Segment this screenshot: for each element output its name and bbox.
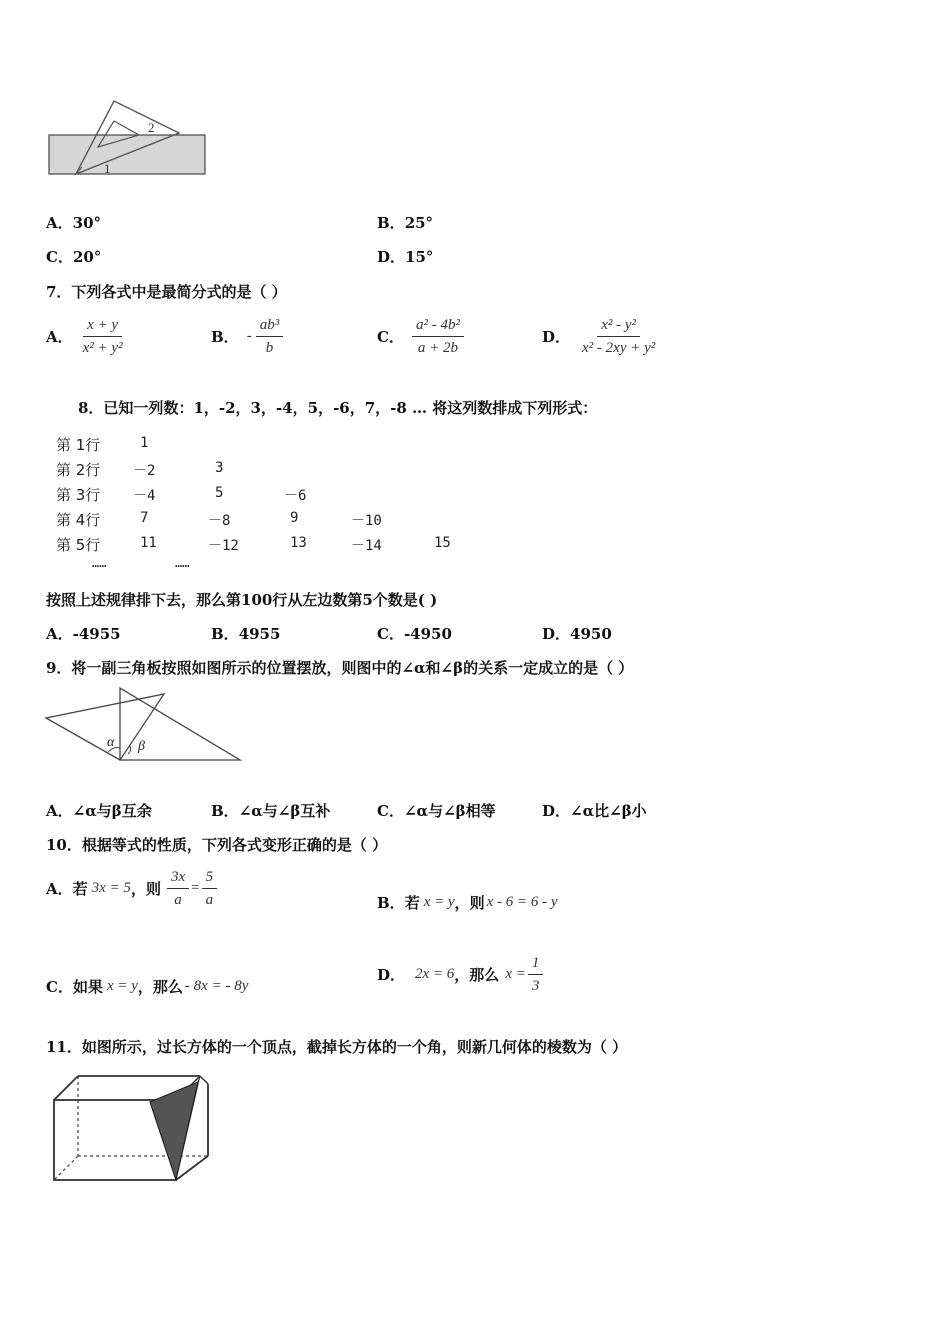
q10-option-c[interactable]: C． 如果 x = y ，那么 - 8x = - 8y <box>46 978 249 996</box>
q7-option-d[interactable]: D． $\frac{\text{x² - y²}}{\text{x² - 2xy + y²}}$ <box>542 314 659 359</box>
q10-a-fraction-right: $\frac{5}{a}$ <box>202 866 218 911</box>
q9-option-c[interactable]: C．∠α与∠β相等 <box>377 802 496 820</box>
q7-a-fraction: $\frac{x + y}{\text{x² + y²}}$ <box>79 314 127 359</box>
q9-figure <box>44 686 244 764</box>
q6-option-d[interactable]: D．15° <box>377 248 434 266</box>
q8-row-label: 第 2行 <box>56 461 101 479</box>
q8-value: 15 <box>434 535 451 551</box>
q9-option-d[interactable]: D．∠α比∠β小 <box>542 802 647 820</box>
q8-option-d[interactable]: D．4950 <box>542 625 612 643</box>
q8-value: 1 <box>140 435 149 451</box>
q10-d-fraction: $\frac{1}{3}$ <box>528 952 544 997</box>
q8-row-label: 第 1行 <box>56 436 101 454</box>
q8-row-label: 第 3行 <box>56 486 101 504</box>
q8-ellipsis: …… <box>92 556 107 570</box>
q8-value: －10 <box>351 513 382 529</box>
q10-option-a[interactable]: A． 若 3x = 5 ，则 $\frac{3x}{a}$ = $\frac{5}{a}$ <box>46 866 217 911</box>
q6-figure <box>44 95 214 181</box>
q9-option-a[interactable]: A．∠α与β互余 <box>46 802 152 820</box>
q8-value: －12 <box>208 538 239 554</box>
q10-a-fraction-left: $\frac{3x}{a}$ <box>167 866 189 911</box>
q8-row-label: 第 5行 <box>56 536 101 554</box>
q8-option-a[interactable]: A．-4955 <box>46 625 121 643</box>
q8-value: 3 <box>215 460 224 476</box>
q11-stem: 11．如图所示，过长方体的一个顶点，截掉长方体的一个角，则新几何体的棱数为（ ） <box>46 1038 628 1056</box>
q8-value: 13 <box>290 535 307 551</box>
q8-option-c[interactable]: C．-4950 <box>377 625 452 643</box>
q8-value: －8 <box>208 513 231 529</box>
q7-option-c[interactable]: C． $\frac{\text{a² - 4b²}}{a + 2b}$ <box>377 314 464 359</box>
q8-row-label: 第 4行 <box>56 511 101 529</box>
q8-value: －4 <box>133 488 156 504</box>
q9-beta-label: β <box>138 739 145 754</box>
q7-option-b[interactable]: B． - $\frac{\text{ab³}}{b}$ <box>211 314 283 359</box>
q10-option-b[interactable]: B． 若 x = y ，则 x - 6 = 6 - y <box>377 894 558 912</box>
q8-option-b[interactable]: B．4955 <box>211 625 281 643</box>
q7-option-a[interactable]: A． $\frac{x + y}{\text{x² + y²}}$ <box>46 314 127 359</box>
q8-value: 7 <box>140 510 149 526</box>
q8-value: 9 <box>290 510 299 526</box>
q6-option-c[interactable]: C．20° <box>46 248 102 266</box>
q7-stem: 7．下列各式中是最简分式的是（ ） <box>46 283 287 301</box>
q10-stem: 10．根据等式的性质，下列各式变形正确的是（ ） <box>46 836 388 854</box>
q8-value: －2 <box>133 463 156 479</box>
q7-b-fraction: $\frac{\text{ab³}}{b}$ <box>256 314 284 359</box>
q9-option-b[interactable]: B．∠α与∠β互补 <box>211 802 331 820</box>
q8-stem: 8．已知一列数：1，-2，3，-4，5，-6，7，-8 … 将这列数排成下列形式： <box>78 399 598 417</box>
q8-question: 按照上述规律排下去，那么第100行从左边数第5个数是( ) <box>46 591 438 609</box>
q7-d-fraction: $\frac{\text{x² - y²}}{\text{x² - 2xy + y²}}$ <box>578 314 659 359</box>
q6-option-a[interactable]: A．30° <box>46 214 102 232</box>
q8-value: 11 <box>140 535 157 551</box>
q10-option-d[interactable]: D． 2x = 6 ，那么 x = $\frac{1}{3}$ <box>377 952 543 997</box>
q9-stem: 9．将一副三角板按照如图所示的位置摆放，则图中的∠α和∠β的关系一定成立的是（ ） <box>46 659 634 677</box>
q8-value: －14 <box>351 538 382 554</box>
q7-c-fraction: $\frac{\text{a² - 4b²}}{a + 2b}$ <box>412 314 464 359</box>
q11-cuboid-figure <box>48 1070 216 1190</box>
q9-alpha-label: α <box>107 735 115 750</box>
q6-angle2-label: 2 <box>148 120 155 135</box>
q8-value: 5 <box>215 485 224 501</box>
q6-option-b[interactable]: B．25° <box>377 214 434 232</box>
q8-value: －6 <box>284 488 307 504</box>
q6-angle1-label: 1 <box>104 161 111 176</box>
q8-ellipsis: …… <box>175 556 190 570</box>
